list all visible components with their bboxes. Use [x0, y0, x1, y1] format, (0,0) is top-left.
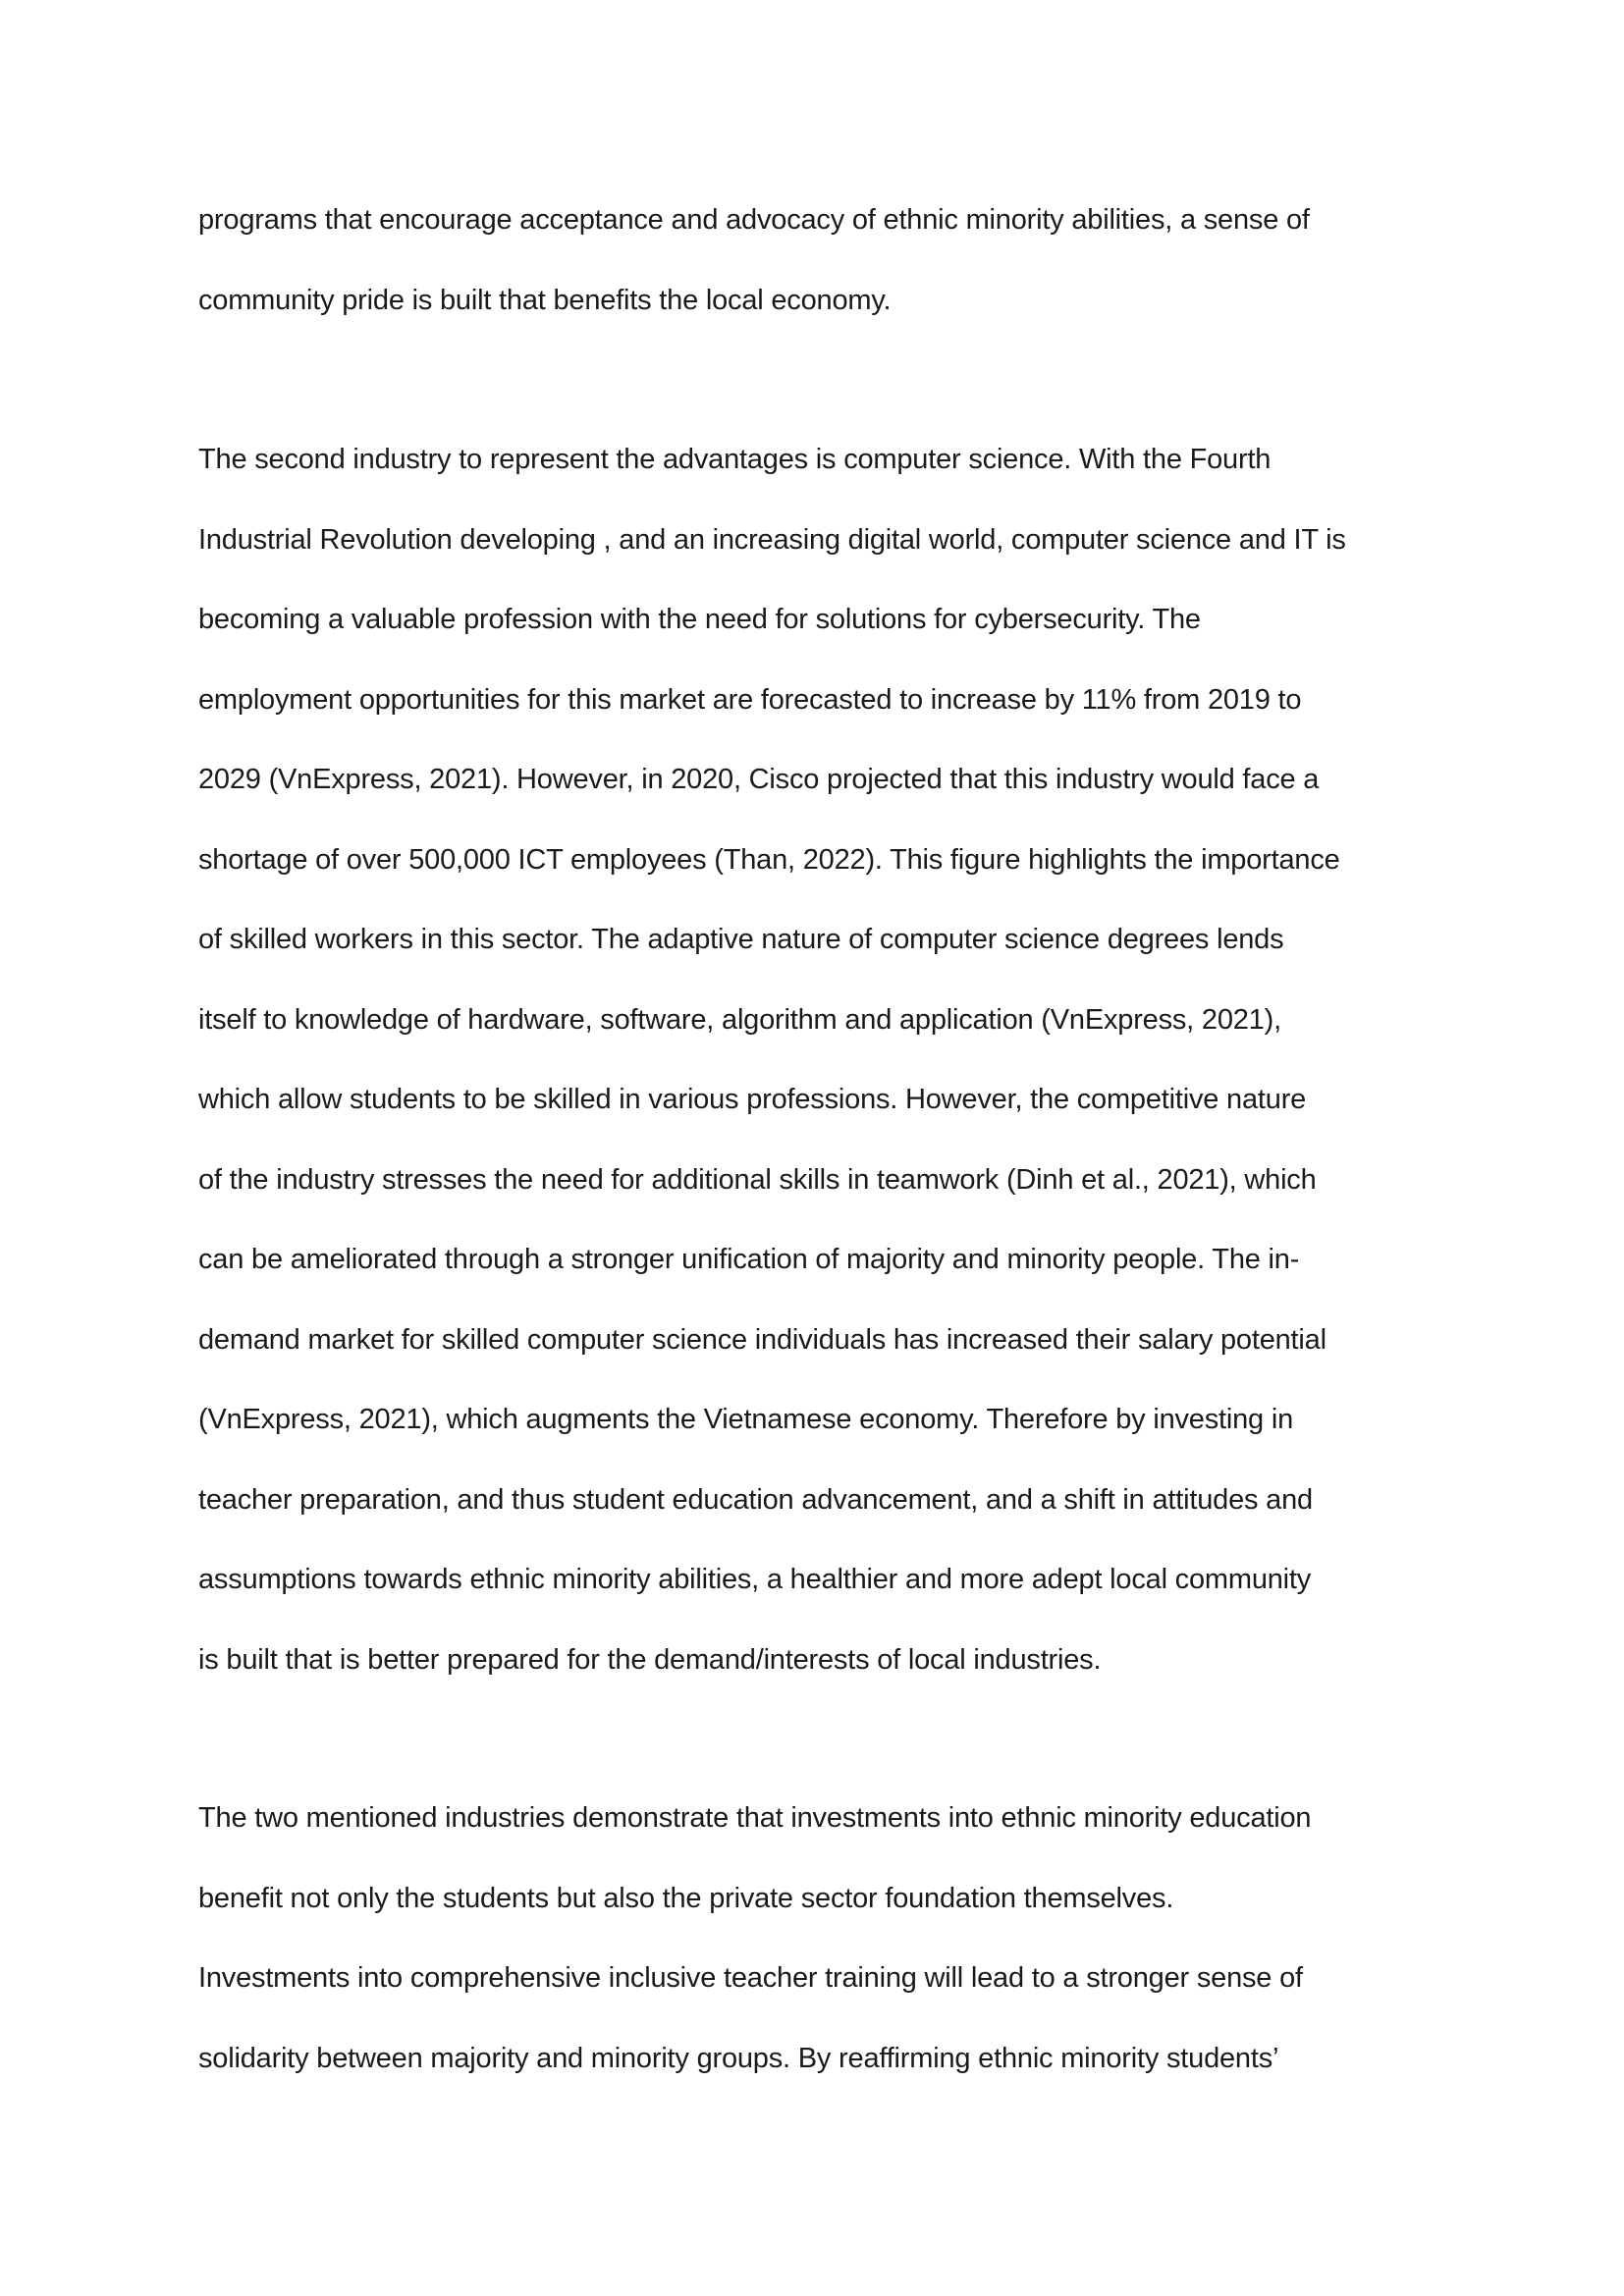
- text-line: becoming a valuable profession with the need for solutions for cybersecurity. The: [198, 604, 1201, 635]
- text-line: of skilled workers in this sector. The adaptive nature of computer science degrees lends: [198, 924, 1284, 955]
- text-line: community pride is built that benefits the local economy.: [198, 284, 892, 316]
- text-line: can be ameliorated through a stronger unification of majority and minority people. The in-: [198, 1244, 1300, 1275]
- text-line: teacher preparation, and thus student education advancement, and a shift in attitudes and: [198, 1483, 1313, 1516]
- text-line: assumptions towards ethnic minority abilities, a healthier and more adept local community: [198, 1564, 1312, 1595]
- text-line: is built that is better prepared for the demand/interests of local industries.: [198, 1643, 1102, 1676]
- text-line: benefit not only the students but also the private sector foundation themselves.: [198, 1882, 1174, 1914]
- text-line: shortage of over 500,000 ICT employees (Than, 2022). This figure highlights the importance: [198, 843, 1340, 876]
- text-line: of the industry stresses the need for additional skills in teamwork (Dinh et al., 2021), which: [198, 1163, 1317, 1196]
- text-line: itself to knowledge of hardware, software, algorithm and application (VnExpress, 2021),: [198, 1003, 1281, 1036]
- text-line: (VnExpress, 2021), which augments the Vietnamese economy. Therefore by investing in: [198, 1404, 1294, 1435]
- text-line: demand market for skilled computer science individuals has increased their salary potential: [198, 1323, 1326, 1356]
- text-line: 2029 (VnExpress, 2021). However, in 2020, Cisco projected that this industry would face a: [198, 764, 1320, 795]
- text-line: Industrial Revolution developing , and an increasing digital world, computer science and IT is: [198, 523, 1346, 556]
- paragraph-2: [198, 420, 1445, 1700]
- text-line: which allow students to be skilled in various professions. However, the competitive nature: [198, 1084, 1307, 1115]
- text-line: programs that encourage acceptance and advocacy of ethnic minority abilities, a sense of: [198, 204, 1310, 236]
- text-line: The two mentioned industries demonstrate that investments into ethnic minority education: [198, 1802, 1312, 1834]
- text-line: employment opportunities for this market are forecasted to increase by 11% from 2019 to: [198, 683, 1302, 716]
- paragraph-1: [198, 181, 1445, 341]
- paragraph-3: [198, 1779, 1445, 2099]
- text-line: The second industry to represent the advantages is computer science. With the Fourth: [198, 444, 1272, 475]
- text-line: Investments into comprehensive inclusive teacher training will lead to a stronger sense of: [198, 1962, 1303, 1994]
- text-line: solidarity between majority and minority groups. By reaffirming ethnic minority students’: [198, 2042, 1279, 2074]
